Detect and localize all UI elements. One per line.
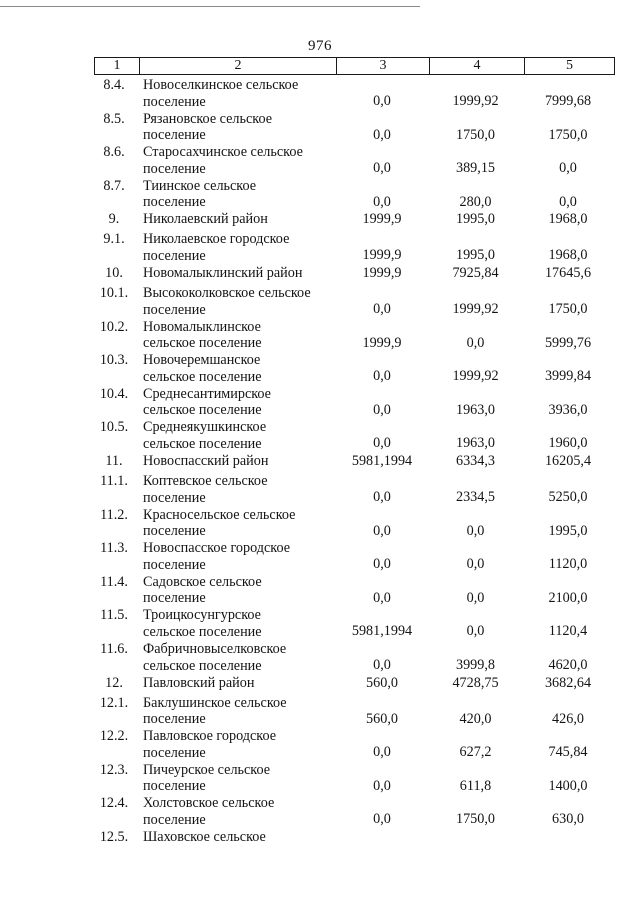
table-row (0, 472, 640, 506)
row-col-3: 0,0 (373, 435, 391, 452)
row-name: Коптевское сельское поселение (143, 472, 268, 506)
table-row (0, 418, 640, 452)
row-col-4: 0,0 (466, 556, 485, 573)
row-col-3: 0,0 (373, 589, 391, 606)
table-row (0, 506, 640, 540)
table-row (0, 539, 640, 573)
row-number: 8.7. (103, 177, 125, 194)
row-number: 12.2. (99, 728, 129, 745)
row-name: Садовское сельское поселение (143, 573, 262, 607)
row-col-5: 1968,0 (548, 247, 588, 264)
table-row (0, 210, 640, 230)
table-row (0, 694, 640, 728)
row-name: Шаховское сельское (143, 828, 266, 845)
row-col-5: 1960,0 (548, 435, 588, 452)
row-number: 10. (105, 264, 123, 281)
row-number: 8.5. (103, 110, 125, 127)
row-name: Новоселкинское сельское поселение (143, 77, 299, 110)
row-name: Фабричновыселковское сельское поселение (143, 640, 287, 674)
header-col-5: 5 (566, 58, 573, 73)
row-col-4: 0,0 (466, 623, 485, 640)
row-name: Николаевский район (143, 211, 268, 228)
row-number: 9.1. (103, 231, 125, 248)
row-col-4: 1999,92 (452, 93, 499, 109)
table-row (0, 674, 640, 694)
row-col-4: 280,0 (459, 193, 492, 210)
row-col-3: 0,0 (373, 126, 391, 143)
row-name: Новоспасский район (143, 452, 269, 469)
row-col-4: 1750,0 (455, 126, 495, 143)
table-row (0, 351, 640, 385)
row-col-3: 1999,9 (362, 264, 402, 281)
row-name: Баклушинское сельское поселение (143, 694, 287, 728)
top-divider (0, 6, 420, 7)
row-number: 10.3. (99, 352, 129, 369)
row-col-3: 0,0 (373, 300, 391, 317)
row-col-5: 1750,0 (548, 126, 588, 143)
row-col-5: 1400,0 (548, 777, 588, 794)
row-name: Новомалыклинское сельское поселение (143, 318, 262, 352)
row-name: Красносельское сельское поселение (143, 506, 296, 540)
table-row (0, 76, 640, 110)
row-name: Пичеурское сельское поселение (143, 761, 271, 795)
row-col-3: 0,0 (373, 193, 391, 210)
row-col-3: 0,0 (373, 160, 391, 177)
row-col-4: 1999,92 (452, 368, 499, 385)
row-col-5: 16205,4 (544, 452, 592, 469)
table-row (0, 318, 640, 352)
row-name: Рязановское сельское поселение (143, 110, 273, 144)
table-row (0, 573, 640, 607)
row-col-4: 0,0 (466, 334, 485, 351)
row-col-5: 1120,0 (548, 556, 588, 573)
row-number: 11.4. (100, 573, 128, 590)
row-col-5: 1968,0 (548, 211, 588, 228)
row-name: Павловское городское поселение (143, 728, 277, 761)
row-col-5: 3999,84 (544, 368, 592, 385)
row-number: 11.2. (100, 506, 128, 523)
row-col-3: 0,0 (373, 556, 391, 573)
header-col-2: 2 (140, 58, 337, 74)
table-row (0, 177, 640, 211)
row-number: 12.5. (99, 828, 129, 845)
row-col-5: 0,0 (559, 160, 577, 177)
row-number: 10.2. (99, 318, 129, 335)
row-number: 10.1. (99, 284, 129, 301)
row-number: 12.4. (99, 795, 129, 812)
row-col-5: 745,84 (548, 744, 588, 761)
row-col-3: 5981,1994 (351, 623, 413, 640)
row-col-3: 1999,9 (362, 247, 402, 264)
page-number: 976 (308, 38, 332, 54)
table-row (0, 640, 640, 674)
row-number: 12.3. (99, 761, 129, 778)
row-name: Новомалыклинский район (143, 264, 303, 281)
header-col-3: 3 (337, 58, 430, 74)
row-col-5: 3936,0 (548, 401, 588, 418)
row-col-3: 0,0 (373, 656, 391, 673)
table-header (94, 57, 615, 75)
row-col-5: 2100,0 (548, 589, 588, 606)
row-col-4: 611,8 (459, 777, 492, 794)
row-col-4: 1995,0 (455, 211, 495, 228)
row-number: 10.5. (99, 419, 129, 436)
row-number: 11.6. (100, 640, 128, 657)
row-name: Тиинское сельское поселение (143, 177, 257, 211)
row-col-3: 0,0 (373, 744, 391, 761)
row-col-4: 1963,0 (455, 401, 495, 418)
row-name: Павловский район (143, 674, 255, 691)
row-col-5: 5999,76 (544, 334, 592, 351)
row-col-3: 560,0 (366, 710, 398, 727)
row-col-4: 4728,75 (452, 674, 499, 691)
row-col-3: 0,0 (373, 777, 391, 794)
row-col-3: 0,0 (373, 368, 391, 385)
row-col-5: 630,0 (552, 811, 584, 828)
row-number: 11.5. (100, 607, 128, 624)
row-col-4: 420,0 (459, 710, 492, 727)
row-name: Среднеякушкинское сельское поселение (143, 419, 267, 452)
row-col-5: 17645,6 (544, 264, 592, 281)
row-col-5: 426,0 (552, 710, 584, 727)
table-body (0, 76, 640, 848)
row-col-3: 0,0 (373, 811, 391, 828)
row-col-4: 0,0 (466, 522, 485, 539)
table-row (0, 385, 640, 419)
row-number: 10.4. (99, 385, 129, 402)
row-col-4: 3999,8 (455, 656, 495, 673)
row-col-3: 560,0 (366, 674, 398, 691)
row-name: Старосахчинское сельское поселение (143, 144, 303, 177)
row-number: 9. (108, 211, 120, 228)
row-name: Новочеремшанское сельское поселение (143, 352, 262, 385)
row-number: 8.6. (103, 144, 125, 161)
row-name: Высококолковское сельское поселение (143, 284, 311, 318)
row-number: 12.1. (99, 694, 129, 711)
row-col-5: 5250,0 (548, 488, 588, 505)
row-number: 8.4. (103, 77, 125, 93)
row-col-3: 1999,9 (362, 334, 402, 351)
row-col-3: 0,0 (373, 401, 391, 418)
row-col-3: 1999,9 (362, 211, 402, 228)
row-col-3: 0,0 (373, 93, 391, 109)
row-number: 11. (105, 452, 123, 469)
row-number: 12. (105, 674, 123, 691)
table-row (0, 828, 640, 848)
row-col-5: 3682,64 (544, 674, 592, 691)
row-name: Николаевское городское поселение (143, 231, 290, 264)
row-col-5: 7999,68 (544, 93, 592, 109)
row-col-4: 1963,0 (455, 435, 495, 452)
row-number: 11.1. (100, 472, 128, 489)
row-col-4: 1750,0 (455, 811, 495, 828)
row-col-5: 0,0 (559, 193, 577, 210)
table-row (0, 606, 640, 640)
row-col-4: 1995,0 (455, 247, 495, 264)
row-col-5: 1750,0 (548, 300, 588, 317)
row-col-5: 1120,4 (548, 623, 588, 640)
table-row (0, 452, 640, 472)
row-col-4: 6334,3 (455, 452, 495, 469)
row-col-5: 4620,0 (548, 656, 588, 673)
table-row (0, 110, 640, 144)
table-row (0, 761, 640, 795)
table-row (0, 794, 640, 828)
row-name: Среднесантимирское сельское поселение (143, 385, 271, 419)
row-col-3: 0,0 (373, 488, 391, 505)
row-col-3: 0,0 (373, 522, 391, 539)
row-number: 11.3. (100, 540, 128, 557)
row-name: Холстовское сельское поселение (143, 795, 275, 828)
table-row (0, 284, 640, 318)
row-col-4: 627,2 (459, 744, 492, 761)
table-row (0, 230, 640, 264)
table-row (0, 264, 640, 284)
table-row (0, 143, 640, 177)
row-name: Новоспасское городское поселение (143, 540, 291, 573)
row-col-4: 7925,84 (452, 264, 499, 281)
row-col-4: 2334,5 (455, 488, 495, 505)
row-col-4: 1999,92 (452, 300, 499, 317)
table-row (0, 727, 640, 761)
row-col-5: 1995,0 (548, 522, 588, 539)
header-col-4: 4 (430, 58, 525, 74)
row-name: Троицкосунгурское сельское поселение (143, 607, 262, 640)
header-col-1: 1 (95, 58, 140, 74)
row-col-4: 0,0 (466, 589, 485, 606)
row-col-4: 389,15 (455, 160, 495, 177)
row-col-3: 5981,1994 (351, 452, 413, 469)
